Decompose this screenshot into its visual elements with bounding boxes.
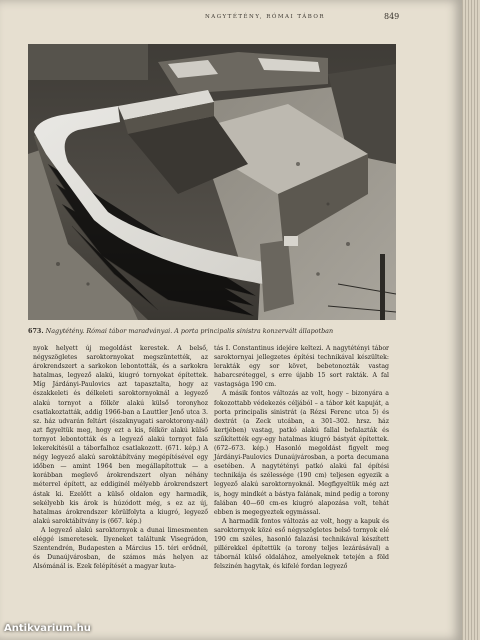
figure-caption (28, 327, 396, 335)
figure-caption-text: Nagytétény. Római tábor maradványai. A porta principalis sinistra konzervált állapotban (45, 327, 334, 335)
text-column-right (214, 344, 389, 571)
paragraph: tás I. Constantinus idejére keltezi. A nagytétényi tábor saroktornyai jellegzetes építési technikával készültek: lerakták egy sor követ, bebetonozták vastag habarcsréteggel, s erre újabb 15 sort rakták. A fal vastagsága 190 cm. (214, 345, 389, 389)
page-stack-edge (462, 0, 480, 640)
page-number: 849 (384, 12, 400, 21)
text-column-left (33, 344, 208, 571)
paragraph: nyok helyett új megoldást kerestek. A belső, négyszögletes saroktornyokat megszüntették, az árokrendszert a sarkokon lebontották, és a sarkokra hatalmas, legyező alakú, kiugró tornyokat építettek. Míg Járdányi-Paulovics azt tapasztalta, hogy az északkeleti és délkeleti saroktornyoknál a legyező alakú tornyot a fölkör alakú külső toronyhoz csatlakoztatták, addig 1966-ban a Lauttler Jenő utca 3. sz. ház udvarán feltárt (északnyugati saroktorony-nál) azt figyeltük meg, hogy ezt a kis, félkör alakú külső tornyot lebontották és a legyező alakú tornyot fala lekerekítésül a táborfalhoz csatlakozott. (671. kép.) A négy legyező alakú saroktábítvány megépítésével egy időben — amint 1964 ben megállapítottuk — a korábban meglevő árokrendszert olyan néhány méterrel épített, az eddiginél mélyebb árokrendszert ástak ki. Ezelőtt a külső oldalon egy harmadik, sekélyebb kis árok is húzódott még, s ez az új, hatalmas árokrendszer körülfolyta a kiugró, legyező alakú saroktábítvány is (667. kép.) (33, 345, 208, 525)
excavation-photo (28, 44, 396, 320)
running-head: NAGYTÉTÉNY, RÓMAI TÁBOR (204, 14, 326, 20)
paragraph: A másik fontos változás az volt, hogy – bizonyára a fokozottabb védekezés céljából – a tábor két kapuját, a porta principalis sinistrát (a Rézsi Ferenc utca 5) és dextrát (a Zeck utcában, a 301–302. hrsz. ház kertjében) vastag, patkó alakú fallal befalazták és szűkítették egy-egy hatalmas kiugró bástyát építettek. (672–673. kép.) Hasonló megoldást figyelt meg Járdányi-Paulovics Dunaújvárosban, a porta decumana esetében. A nagytétényi patkó alakú fal építési technikája és szélessége (190 cm) teljesen egyezik a legyező alakú saroktornyoknál. Megfigyeltük még azt is, hogy mindkét a bástya falának, mind pedig a torony falában 40—60 cm-es kiugró alapozása volt, tehát ebben is megegyeztek egymással. (214, 390, 389, 516)
paragraph: A legyező alakú saroktornyok a dunai limesmenten eléggé ismeretesek. Ilyeneket találtunk Visegrádon, Szentendrén, Budapesten a Március 15. téri erődnél, és Dunaújvárosban, de számos más helyen az Alsómánál is. Ezek felépítését a magyar kuta- (33, 526, 208, 571)
watermark: Antikvarium.hu (4, 623, 91, 634)
figure-number: 673. (28, 327, 44, 335)
paragraph: A harmadik fontos változás az volt, hogy a kapuk és saroktornyok közé eső négyszögletes belső tornyok elé 190 cm széles, hasonló falazási technikával készített pillérekkel építettük (a torony teljes lezárásával) a tábornál külső oldalához, amelyeknek tetején a föld felszinén hagytak, és kifelé fordan legyező (214, 517, 389, 571)
